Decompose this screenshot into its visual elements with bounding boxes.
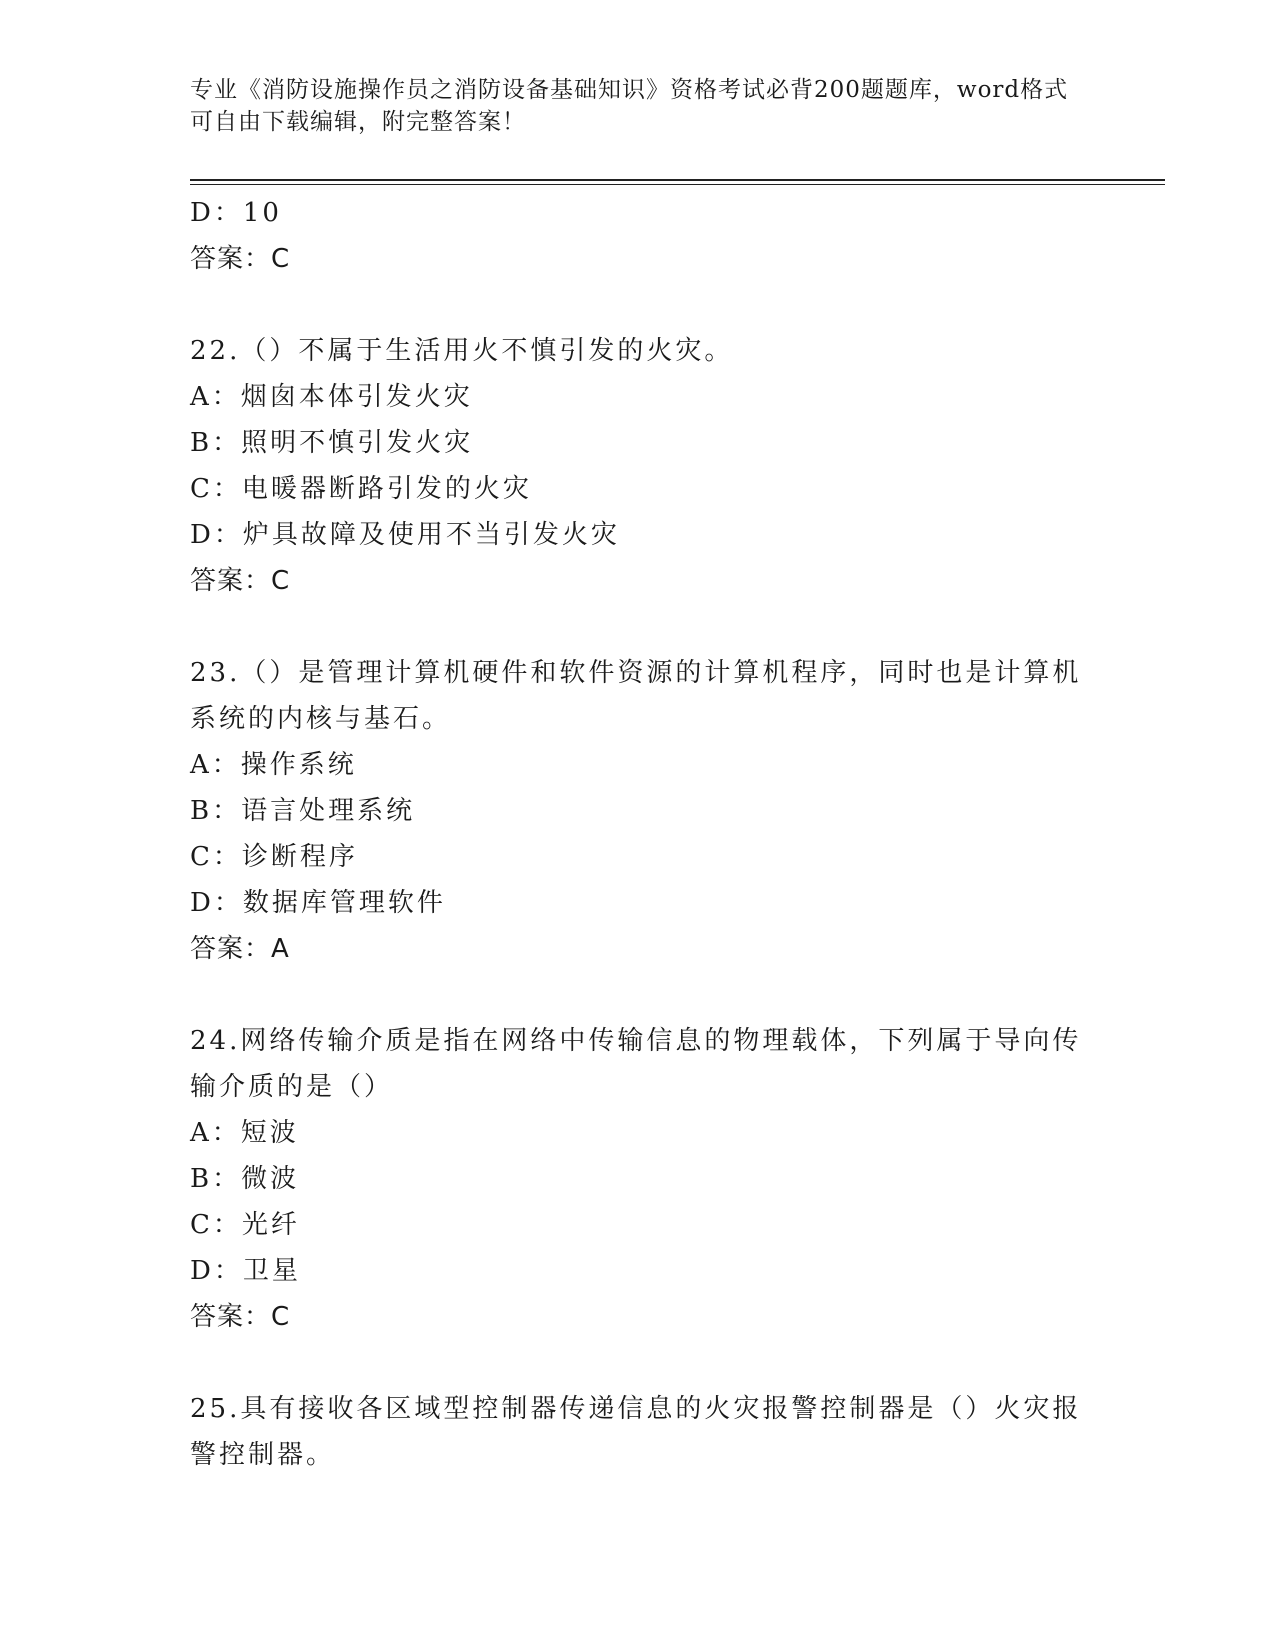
header-rule-thick bbox=[190, 179, 1165, 181]
option-b: B：照明不慎引发火灾 bbox=[190, 428, 474, 458]
spacer bbox=[190, 972, 1090, 1018]
option-d: D：炉具故障及使用不当引发火灾 bbox=[190, 520, 620, 550]
document-body bbox=[190, 190, 1090, 1478]
option-c: C：诊断程序 bbox=[190, 842, 358, 872]
answer-line: 答案：C bbox=[190, 1302, 291, 1332]
spacer bbox=[190, 282, 1090, 328]
header-rule-thin bbox=[190, 184, 1165, 185]
document-header: 专业《消防设施操作员之消防设备基础知识》资格考试必背200题题库，word格式可自由下载编辑，附完整答案！ bbox=[190, 77, 1069, 135]
option-d: D：数据库管理软件 bbox=[190, 888, 446, 918]
answer-line: 答案：C bbox=[190, 566, 291, 596]
option-c: C：光纤 bbox=[190, 1210, 300, 1240]
option-b: B：微波 bbox=[190, 1164, 300, 1194]
option-a: A：操作系统 bbox=[190, 750, 357, 780]
option-c: C：电暖器断路引发的火灾 bbox=[190, 474, 532, 504]
question-25: 25.具有接收各区域型控制器传递信息的火灾报警控制器是（）火灾报警控制器。 bbox=[190, 1394, 1082, 1470]
option-b: B：语言处理系统 bbox=[190, 796, 416, 826]
question-22: 22.（）不属于生活用火不慎引发的火灾。 bbox=[190, 336, 734, 366]
spacer bbox=[190, 604, 1090, 650]
question-24: 24.网络传输介质是指在网络中传输信息的物理载体，下列属于导向传输介质的是（） bbox=[190, 1026, 1082, 1102]
option-d: D：10 bbox=[190, 198, 282, 228]
answer-line: 答案：C bbox=[190, 244, 291, 274]
spacer bbox=[190, 1340, 1090, 1386]
answer-line: 答案：A bbox=[190, 934, 290, 964]
option-a: A：短波 bbox=[190, 1118, 299, 1148]
question-23: 23.（）是管理计算机硬件和软件资源的计算机程序，同时也是计算机系统的内核与基石。 bbox=[190, 658, 1082, 734]
option-a: A：烟囱本体引发火灾 bbox=[190, 382, 473, 412]
option-d: D：卫星 bbox=[190, 1256, 301, 1286]
